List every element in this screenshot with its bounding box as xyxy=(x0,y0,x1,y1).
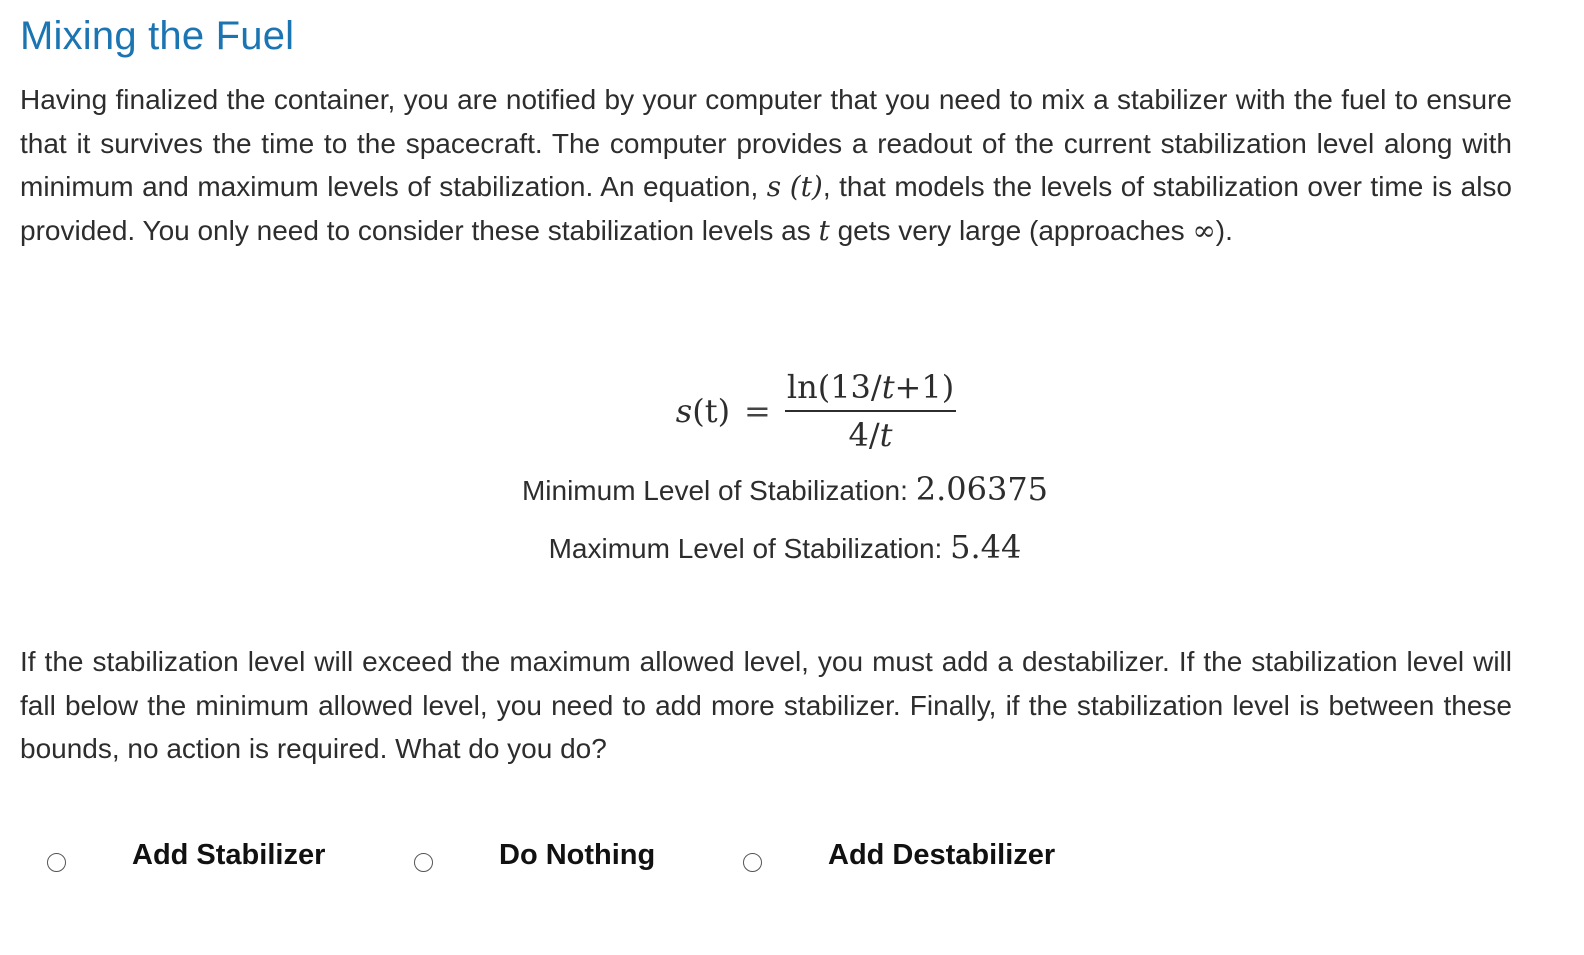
intro-text-3: gets very large (approaches xyxy=(829,214,1193,246)
intro-text-4: ). xyxy=(1215,214,1233,246)
equation-fraction xyxy=(785,368,956,454)
min-level-readout xyxy=(20,470,1550,508)
equation-block xyxy=(20,366,1512,456)
numerator-fn: ln(13/ xyxy=(786,368,882,406)
min-level-label: Minimum Level of Stabilization: xyxy=(521,475,916,506)
equation-lhs xyxy=(676,392,730,430)
question-paragraph: If the stabilization level will exceed the maximum allowed level, you must add a destabilizer. If the stabilization level will fall below the minimum allowed level, you need to add more stabilizer. Finally, if the stabilization level is between these bounds, no action is required. What do you do? xyxy=(20,646,1512,764)
max-level-value: 5.44 xyxy=(950,528,1022,566)
equation-lhs-arg: (t) xyxy=(692,392,731,430)
page-title: Mixing the Fuel xyxy=(20,14,295,58)
denominator-var: t xyxy=(879,416,893,454)
infinity-symbol: ∞ xyxy=(1192,213,1216,247)
min-level-value: 2.06375 xyxy=(915,470,1049,508)
equation-numerator xyxy=(785,368,956,412)
option-label-add-stabilizer[interactable]: Add Stabilizer xyxy=(132,839,326,871)
option-label-add-destabilizer[interactable]: Add Destabilizer xyxy=(828,839,1056,871)
math-t: t xyxy=(818,213,830,247)
radio-add-destabilizer[interactable] xyxy=(743,853,762,872)
numerator-tail: +1) xyxy=(894,368,955,406)
radio-do-nothing[interactable] xyxy=(414,853,433,872)
intro-text-1: Having finalized the container, you are notified by your computer that you need to mix a stabilizer with the fuel to ensure that it survives the time to the spacecraft. The computer provides a readout of the current stabilization level along with minimum and maximum levels of stabilization. An equation, xyxy=(20,84,1512,202)
numerator-var: t xyxy=(881,368,895,406)
math-s: s xyxy=(766,170,782,203)
intro-paragraph xyxy=(20,78,1512,252)
max-level-label: Maximum Level of Stabilization: xyxy=(548,533,951,564)
intro-text-2: , that models the levels of stabilization over time is also provided. You only need to consider these stabilization levels as xyxy=(20,171,1512,246)
denominator-num: 4/ xyxy=(848,416,880,454)
equation-equals: = xyxy=(744,392,771,430)
math-t-paren: (t) xyxy=(789,170,823,203)
option-label-do-nothing[interactable]: Do Nothing xyxy=(499,839,656,871)
equation-denominator xyxy=(849,412,893,454)
equation xyxy=(676,368,956,454)
radio-add-stabilizer[interactable] xyxy=(47,853,66,872)
equation-lhs-fn: s xyxy=(675,392,693,430)
max-level-readout xyxy=(20,528,1550,566)
